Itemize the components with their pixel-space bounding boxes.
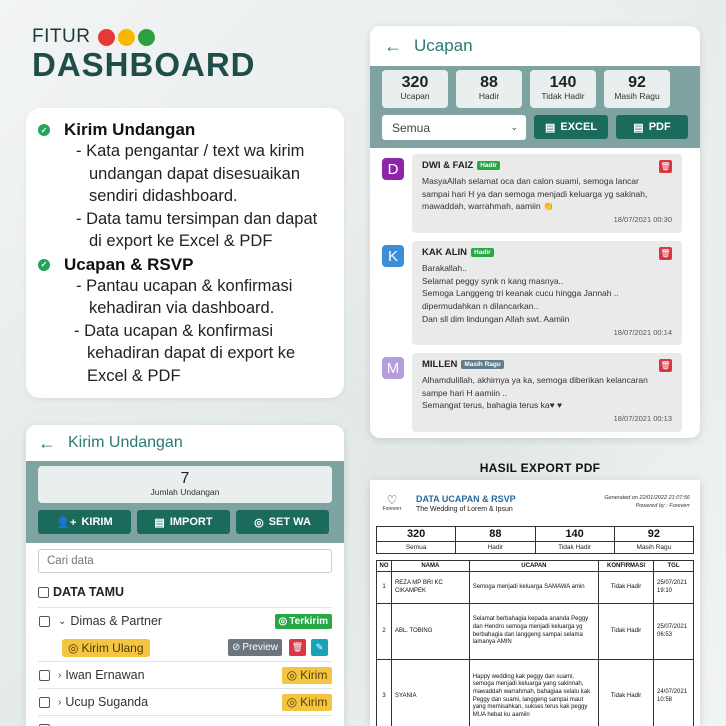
cell-konfirmasi: Tidak Hadir (599, 604, 654, 660)
cell-tgl: 24/07/2021 10:58 (654, 660, 694, 726)
feature-ucapan-line-2: - Data ucapan & konfirmasi kehadiran dapat di export ke Excel & PDF (74, 321, 296, 385)
pdf-stat-value: 140 (536, 527, 614, 542)
cell-ucapan: Happy wedding kak peggy dan suami, semoga menjadi keluarga yang sakinnah, mawaddah warrahmah, bahagiaa selalu kak Peggy dan suami, langgeng sampai maut yang memisahkan, sukses terus kak peggy MUA hebat ku aamiin (469, 660, 598, 726)
guest-row (38, 661, 332, 688)
excel-button[interactable] (534, 115, 608, 139)
table-row (377, 572, 694, 604)
trash-icon[interactable]: 🗑 (660, 361, 671, 370)
sender-name: DWI & FAIZ (422, 160, 474, 171)
kirim-topbar (26, 425, 344, 461)
fitur-label: FITUR (32, 26, 91, 47)
chevron-right-icon[interactable]: › (58, 696, 62, 708)
stat-label: Tidak Hadir (541, 91, 585, 101)
message-time: 18/07/2021 00:13 (613, 414, 672, 424)
ucapan-topbar (370, 26, 700, 66)
chevron-down-icon: ⌄ (510, 122, 518, 132)
guest-actions-row (38, 634, 332, 661)
kirim-guest-button[interactable] (282, 694, 332, 711)
fitur-header (32, 26, 155, 48)
red-dot (98, 29, 115, 46)
pdf-table-header (377, 561, 694, 572)
invitation-count (38, 466, 332, 503)
guest-row-partial (38, 715, 332, 726)
check-icon: ✓ (38, 124, 50, 136)
cell-nama: ABL. TOBING (391, 604, 469, 660)
message-header (422, 247, 672, 258)
back-arrow-icon[interactable]: ← (38, 432, 56, 453)
guest-row (38, 688, 332, 715)
stat-masih-ragu (604, 70, 670, 108)
status-badge: Masih Ragu (461, 360, 503, 369)
cell-tgl: 25/07/2021 19:10 (654, 572, 694, 604)
avatar: K (382, 245, 404, 267)
avatar: M (382, 357, 404, 379)
pdf-label: PDF (648, 121, 671, 133)
cell-nama: REZA MP BRI KC CIKAMPEK (391, 572, 469, 604)
stat-value: 88 (480, 74, 498, 91)
pdf-stats (376, 526, 694, 554)
dashboard-title: DASHBOARD (32, 46, 256, 83)
guest-name: Ucup Suganda (65, 695, 149, 709)
traffic-dots (98, 29, 155, 46)
whatsapp-icon: ◎ (278, 615, 288, 627)
pdf-document (370, 480, 700, 726)
whatsapp-icon: ◎ (286, 668, 298, 682)
message-text: Alhamdulillah, akhirnya ya ka, semoga diberikan kelancaran sampe hari H aamiin .. Semangat terus, bahagia terus ka♥ ♥ (422, 375, 648, 411)
eye-icon: ⊘ (232, 642, 241, 653)
status-badge: Hadir (477, 161, 500, 170)
whatsapp-icon: ◎ (254, 516, 264, 529)
data-tamu-label: DATA TAMU (53, 585, 125, 599)
import-button[interactable] (137, 510, 230, 534)
sender-name: KAK ALIN (422, 247, 468, 258)
stat-value: 320 (401, 74, 429, 91)
pdf-table (376, 560, 694, 726)
message-time: 18/07/2021 00:14 (613, 327, 672, 337)
export-section-title: HASIL EXPORT PDF (479, 461, 601, 475)
kirim-undangan-panel (26, 425, 344, 726)
guest-checkbox[interactable] (39, 697, 50, 708)
col-header: UCAPAN (469, 561, 598, 572)
avatar: D (382, 158, 404, 180)
sender-name: MILLEN (422, 359, 458, 370)
message-bubble (412, 353, 682, 432)
kirim-guest-button[interactable] (282, 667, 332, 684)
whatsapp-icon: ◎ (68, 640, 79, 655)
stat-ucapan (382, 70, 448, 108)
kirim-guest-label: Kirim (300, 695, 328, 709)
check-icon: ✓ (38, 259, 50, 271)
filter-value: Semua (392, 120, 431, 135)
excel-label: EXCEL (560, 121, 598, 133)
feature-ucapan-title: Ucapan & RSVP (64, 254, 194, 274)
guest-name: Iwan Ernawan (65, 668, 145, 682)
message-time: 18/07/2021 00:30 (613, 215, 672, 225)
file-icon: ▤ (154, 516, 165, 529)
pdf-stat-label: Hadir (487, 544, 504, 551)
ucapan-panel (370, 26, 700, 438)
message-header (422, 160, 672, 171)
ucapan-list (370, 148, 700, 432)
col-header: NO (377, 561, 392, 572)
set-wa-label: SET WA (268, 516, 311, 528)
import-label: IMPORT (169, 516, 213, 528)
cell-no: 3 (377, 660, 392, 726)
kirim-button[interactable] (38, 510, 131, 534)
chevron-right-icon[interactable]: › (58, 669, 62, 681)
stat-tidak-hadir (530, 70, 596, 108)
cell-ucapan: Semoga menjadi keluarga SAMAWA amin (469, 572, 598, 604)
chevron-down-icon[interactable]: ⌄ (58, 615, 67, 627)
feature-ucapan-line-1: - Pantau ucapan & konfirmasi kehadiran via dashboard. (76, 276, 293, 317)
file-icon: ▤ (544, 121, 556, 134)
pdf-subtitle: The Wedding of Lorem & Ipsun (416, 506, 513, 513)
cell-no: 1 (377, 572, 392, 604)
filter-select[interactable] (382, 115, 526, 140)
search-input[interactable] (38, 549, 332, 573)
stat-label: Masih Ragu (614, 91, 660, 101)
stat-value: 92 (628, 74, 646, 91)
message-item (382, 353, 688, 432)
kirim-guest-label: Kirim (300, 668, 328, 682)
preview-label: Preview (242, 642, 278, 653)
set-wa-button[interactable] (236, 510, 329, 534)
guest-row (38, 607, 332, 634)
trash-icon[interactable]: 🗑 (660, 249, 671, 258)
generated-on: Generated on 22/01/2022 21:07:56 (604, 495, 690, 501)
feature-kirim-heading (38, 120, 332, 140)
select-all-checkbox[interactable] (38, 587, 49, 598)
preview-button[interactable] (228, 639, 282, 656)
cell-konfirmasi: Tidak Hadir (599, 660, 654, 726)
pdf-title: DATA UCAPAN & RSVP (416, 494, 516, 504)
col-header: TGL (654, 561, 694, 572)
status-badge: Hadir (471, 248, 494, 257)
trash-icon[interactable]: 🗑 (289, 639, 306, 656)
feature-ucapan-heading (38, 255, 332, 275)
data-tamu-header (38, 585, 332, 599)
table-row (377, 660, 694, 726)
feature-kirim-line-1: - Kata pengantar / text wa kirim undangan dapat disesuaikan sendiri didashboard. (76, 142, 305, 205)
guest-name: Dimas & Partner (70, 614, 163, 628)
pdf-stat-value: 320 (377, 527, 455, 542)
cell-tgl: 25/07/2021 06:53 (654, 604, 694, 660)
logo-text: Foreverr (382, 506, 402, 512)
cell-ucapan: Selamat berbahagia kepada ananda Peggy dan Hendro semoga menjadi keluarga yg berbahagia dan langgeng sampai selama lamanya AMIN (469, 604, 598, 660)
count-value: 7 (180, 470, 190, 487)
ucapan-stats-area (370, 66, 700, 148)
message-item (382, 241, 688, 345)
stat-label: Ucapan (400, 91, 430, 101)
kirim-stats-area (26, 461, 344, 543)
message-bubble (412, 154, 682, 233)
message-header (422, 359, 672, 370)
cell-konfirmasi: Tidak Hadir (599, 572, 654, 604)
ucapan-title: Ucapan (414, 36, 473, 55)
kirim-label: KIRIM (81, 516, 113, 528)
cell-nama: SYANIA (391, 660, 469, 726)
message-item (382, 154, 688, 233)
edit-icon[interactable]: ✎ (311, 639, 328, 656)
search-placeholder: Cari data (47, 555, 94, 567)
col-header: KONFIRMASI (599, 561, 654, 572)
whatsapp-icon: ◎ (286, 695, 298, 709)
stat-label: Hadir (478, 91, 500, 101)
message-text: MasyaAllah selamat oca dan calon suami, semoga lancar sampai hari H ya dan semoga menjadi keluarga yg sakinah, mawaddah, warrahmah, aamiin 👏 (422, 176, 648, 212)
kirim-ulang-label: Kirim Ulang (81, 640, 144, 655)
cell-no: 2 (377, 604, 392, 660)
kirim-title: Kirim Undangan (68, 434, 183, 451)
message-text: Barakallah.. Selamat peggy synk n kang masnya.. Semoga Langgeng tri keanak cucu hingga Jannah .. dipermudahkan n dilancarkan.. Dan sll dim lindungan Allah swt. Aamiin (422, 263, 619, 324)
pdf-stat-value: 88 (456, 527, 534, 542)
terkirim-label: Terkirim (289, 615, 328, 627)
count-label: Jumlah Undangan (150, 487, 220, 497)
powered-by: Powered by : Foreverr (635, 503, 690, 509)
kirim-ulang-button[interactable] (62, 639, 150, 657)
terkirim-badge (275, 614, 332, 629)
col-header: NAMA (391, 561, 469, 572)
message-bubble (412, 241, 682, 345)
feature-kirim-line-2: - Data tamu tersimpan dan dapat di export ke Excel & PDF (76, 209, 318, 250)
trash-icon[interactable]: 🗑 (660, 162, 671, 171)
feature-kirim-title: Kirim Undangan (64, 120, 196, 139)
green-dot (138, 29, 155, 46)
pdf-stat-label: Tidak Hadir (558, 544, 592, 551)
yellow-dot (118, 29, 135, 46)
features-card (26, 108, 344, 398)
file-icon: ▤ (633, 121, 644, 134)
pdf-meta (604, 494, 690, 510)
pdf-stat-label: Semua (405, 544, 427, 551)
pdf-button[interactable] (616, 115, 688, 139)
stat-value: 140 (549, 74, 577, 91)
add-user-icon: 👤+ (56, 516, 77, 529)
guest-checkbox[interactable] (39, 616, 50, 627)
guest-checkbox[interactable] (39, 670, 50, 681)
logo-mark-icon: ♡ (386, 493, 398, 507)
pdf-stat-value: 92 (615, 527, 693, 542)
logo (380, 494, 404, 512)
table-row (377, 604, 694, 660)
back-arrow-icon[interactable]: ← (384, 35, 402, 56)
stat-hadir (456, 70, 522, 108)
pdf-stat-label: Masih Ragu (636, 544, 672, 551)
pdf-header (376, 494, 694, 524)
